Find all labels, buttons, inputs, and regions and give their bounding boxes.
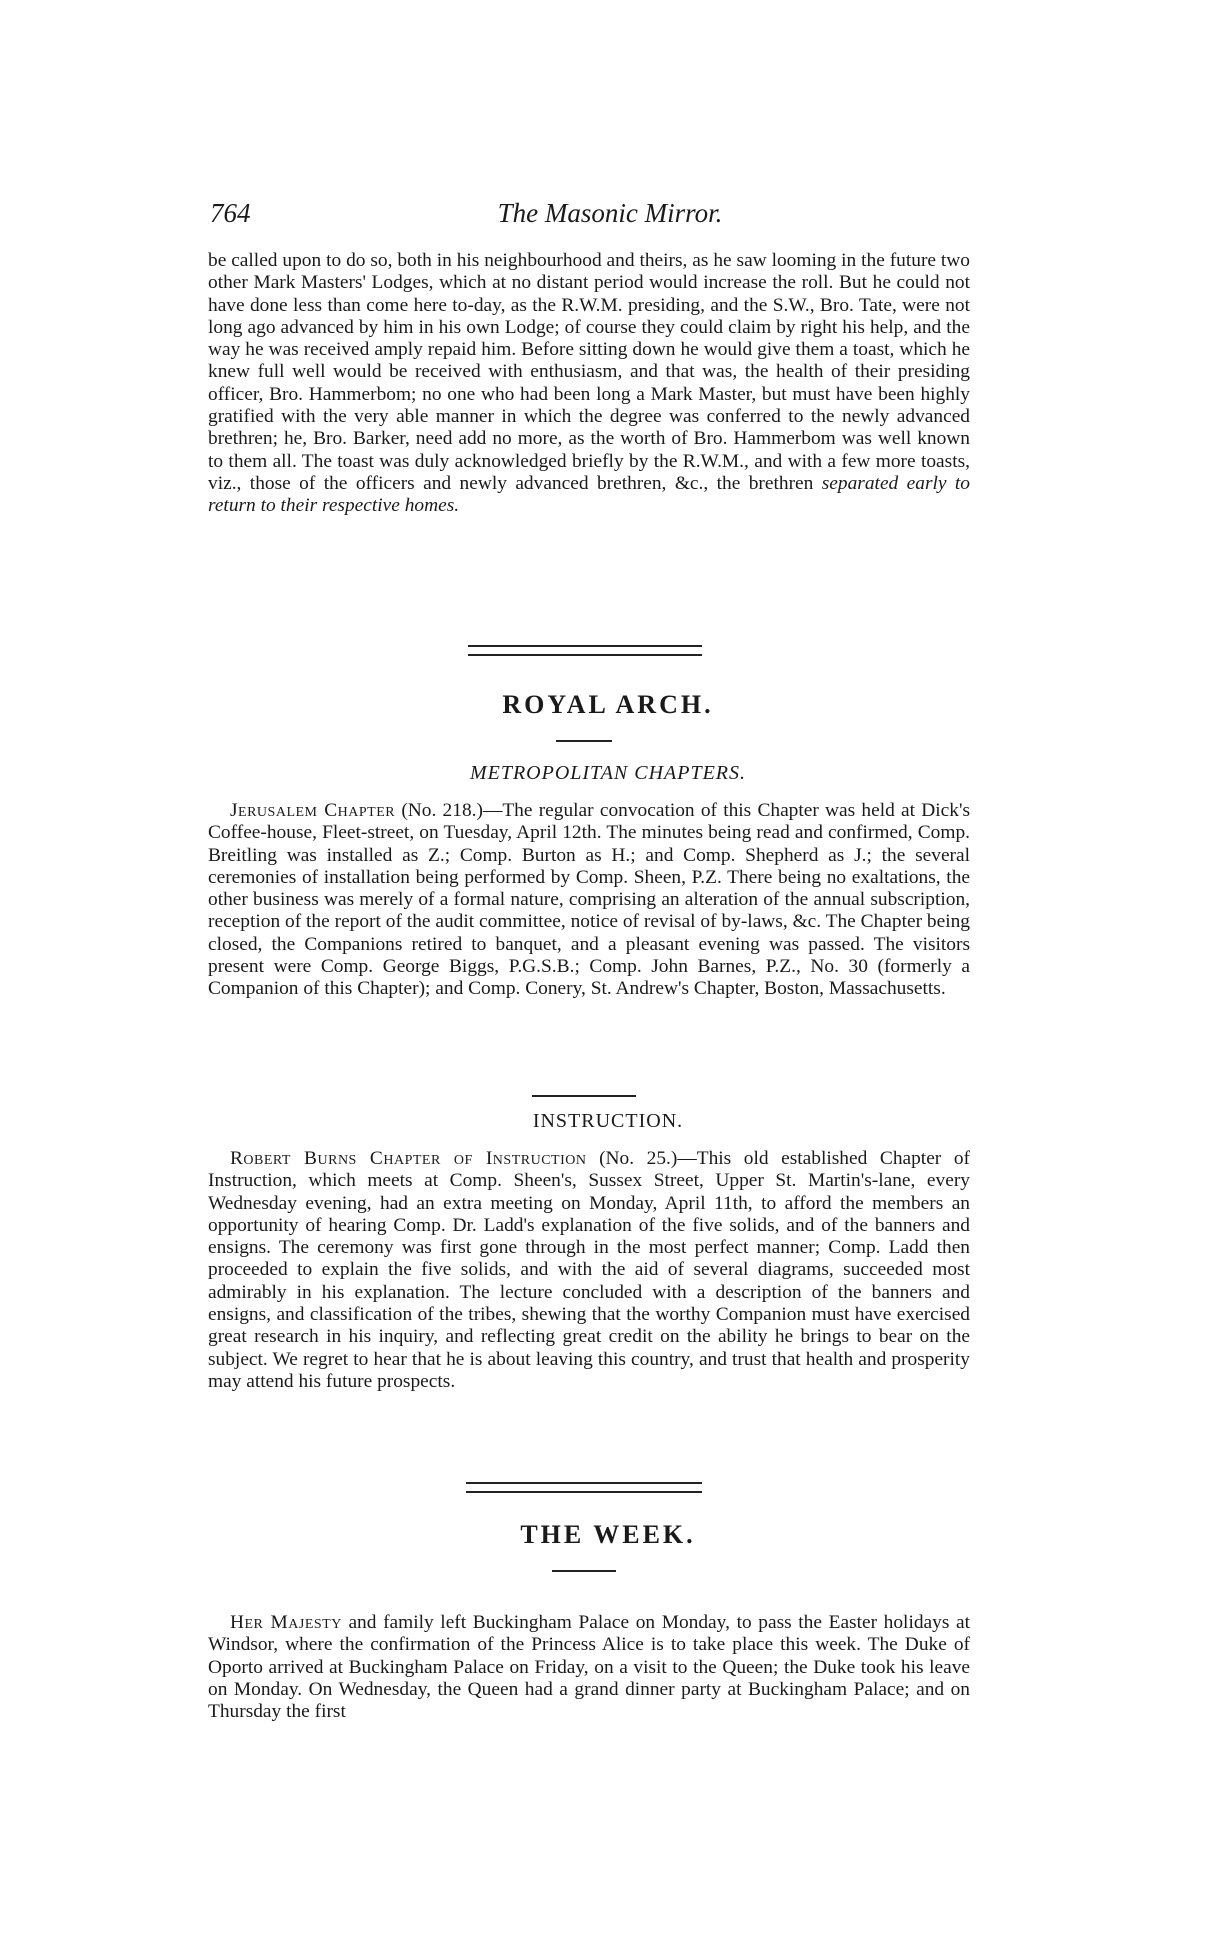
the-week-lead: Her Majesty [230,1612,342,1633]
the-week-text: and family left Buckingham Palace on Monday, to pass the Easter holidays at Windsor, where the confirmation of the Princess Alice is to take place this week. The Duke of Oporto arrived at Buckingham Palace on Friday, on a visit to the Queen; the Duke took his leave on Monday. On Wednesday, the Queen had a grand dinner party at Buckingham Palace; and on Thursday the first [208,1612,970,1723]
heading-underline [552,1570,616,1572]
page-number: 764 [210,198,251,228]
jerusalem-chapter-lead: Jerusalem Chapter [230,800,396,821]
running-title: The Masonic Mirror. [497,198,723,228]
jerusalem-chapter-article [208,800,970,1001]
article-divider [532,1095,636,1097]
page-header [210,198,1010,238]
the-week-paragraph [208,1612,970,1723]
the-week-article [208,1612,970,1723]
robert-burns-text: (No. 25.)—This old established Chapter of Instruction, which meets at Comp. Sheen's, Sussex Street, Upper St. Martin's-lane, every Wednesday evening, had an extra meeting on Monday, April 11th, to afford the members an opportunity of hearing Comp. Dr. Ladd's explanation of the five solids, and of the banners and ensigns. The ceremony was first gone through in the most perfect manner; Comp. Ladd then proceeded to explain the five solids, and with the aid of several diagrams, succeeded most admirably in his explanation. The lecture concluded with a description of the banners and ensigns, and classification of the tribes, shewing that the worthy Companion must have exercised great research in his inquiry, and reflecting great credit on the ability he brings to bear on the subject. We regret to hear that he is about leaving this country, and trust that health and prosperity may attend his future prospects. [208,1148,970,1392]
opening-article [208,250,970,518]
heading-underline [556,740,612,742]
robert-burns-paragraph [208,1148,970,1393]
opening-closing-line: separated early to return to their respective homes. [208,472,970,517]
section-divider [468,645,702,656]
opening-paragraph [208,250,970,518]
metropolitan-chapters-heading: METROPOLITAN CHAPTERS. [469,762,747,784]
instruction-heading: INSTRUCTION. [532,1110,684,1132]
opening-text: be called upon to do so, both in his neighbourhood and theirs, as he saw looming in the future two other Mark Masters' Lodges, which at no distant period would increase the roll. But he could not have done less than come here to-day, as the R.W.M. presiding, and the S.W., Bro. Tate, were not long ago advanced by him in his own Lodge; of course they could claim by right his help, and the way he was received amply repaid him. Before sitting down he would give them a toast, which he knew full well would be received with enthusiasm, and that was, the health of their presiding officer, Bro. Hammerbom; no one who had been long a Mark Master, but must have been highly gratified with the very able manner in which the degree was conferred to the newly advanced brethren; he, Bro. Barker, need add no more, as the worth of Bro. Hammerbom was well known to them all. The toast was duly acknowledged briefly by the R.W.M., and with a few more toasts, viz., those of the officers and newly advanced brethren, &c., the brethren [208,250,970,494]
robert-burns-lead: Robert Burns Chapter of Instruction [230,1148,587,1169]
royal-arch-heading: ROYAL ARCH. [502,690,714,719]
section-divider [466,1482,702,1493]
jerusalem-chapter-text: (No. 218.)—The regular convocation of this Chapter was held at Dick's Coffee-house, Fleet-street, on Tuesday, April 12th. The minutes being read and confirmed, Comp. Breitling was installed as Z.; Comp. Burton as H.; and Comp. Shepherd as J.; the several ceremonies of installation being performed by Comp. Sheen, P.Z. There being no exaltations, the other business was merely of a formal nature, comprising an alteration of the annual subscription, reception of the report of the audit committee, notice of revisal of by-laws, &c. The Chapter being closed, the Companions retired to banquet, and a pleasant evening was passed. The visitors present were Comp. George Biggs, P.G.S.B.; Comp. John Barnes, P.Z., No. 30 (formerly a Companion of this Chapter); and Comp. Conery, St. Andrew's Chapter, Boston, Massachusetts. [208,800,970,1000]
robert-burns-article [208,1148,970,1393]
jerusalem-chapter-paragraph [208,800,970,1001]
the-week-heading: THE WEEK. [520,1520,696,1549]
